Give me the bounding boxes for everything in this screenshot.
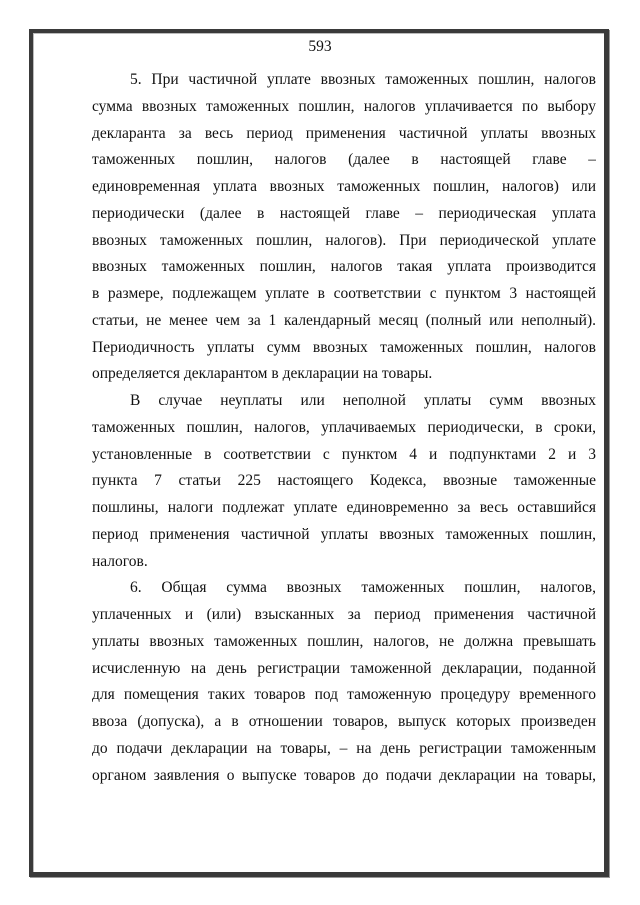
text-line: единовременная уплата ввозных таможенных пошлин, налогов) или (92, 178, 596, 195)
text-line: пошлины, налоги подлежат уплате единовременно за весь оставшийся (92, 499, 596, 516)
text-line: Периодичность уплаты сумм ввозных таможенных пошлин, налогов (92, 338, 596, 356)
text-line: таможенных пошлин, налогов, уплачиваемых периодически, в сроки, (92, 418, 596, 436)
text-line: периодически (далее в настоящей главе – периодическая уплата (92, 204, 596, 222)
paragraph (92, 67, 596, 388)
text-line: налогов. (92, 552, 148, 570)
text-line: статьи, не менее чем за 1 календарный месяц (полный или неполный). (92, 311, 596, 329)
text-line: ввоза (допуска), а в отношении товаров, выпуск которых произведен (92, 713, 596, 730)
text-line: в размере, подлежащем уплате в соответствии с пунктом 3 настоящей (92, 285, 596, 302)
paragraph (92, 388, 596, 575)
text-line: период применения частичной уплаты ввозных таможенных пошлин, (92, 525, 596, 543)
text-line: В случае неуплаты или неполной уплаты сумм ввозных (130, 392, 596, 409)
text-line: пункта 7 статьи 225 настоящего Кодекса, ввозные таможенные (92, 472, 596, 490)
paragraph (92, 575, 596, 789)
text-line: установленные в соответствии с пунктом 4 и подпунктами 2 и 3 (92, 445, 596, 463)
text-line: декларанта за весь период применения частичной уплаты ввозных (92, 124, 596, 142)
text-line: до подачи декларации на товары, – на день регистрации таможенным (92, 739, 596, 757)
document-body (92, 67, 596, 789)
text-line: исчисленную на день регистрации таможенной декларации, поданной (92, 659, 596, 677)
text-line: уплаты ввозных таможенных пошлин, налогов, не должна превышать (92, 632, 596, 650)
text-line: ввозных таможенных пошлин, налогов такая уплата производится (92, 258, 596, 276)
page-number: 593 (308, 38, 332, 55)
text-line: для помещения таких товаров под таможенную процедуру временного (92, 686, 596, 704)
text-line: органом заявления о выпуске товаров до подачи декларации на товары, (92, 766, 596, 784)
text-line: сумма ввозных таможенных пошлин, налогов уплачивается по выбору (92, 97, 596, 115)
text-line: 5. При частичной уплате ввозных таможенных пошлин, налогов (130, 71, 596, 88)
text-line: уплаченных и (или) взысканных за период применения частичной (92, 606, 596, 623)
text-line: определяется декларантом в декларации на товары. (92, 365, 433, 383)
text-line: ввозных таможенных пошлин, налогов). При периодической уплате (92, 231, 596, 249)
text-line: таможенных пошлин, налогов (далее в настоящей главе – (92, 151, 596, 169)
text-line: 6. Общая сумма ввозных таможенных пошлин, налогов, (130, 579, 596, 597)
